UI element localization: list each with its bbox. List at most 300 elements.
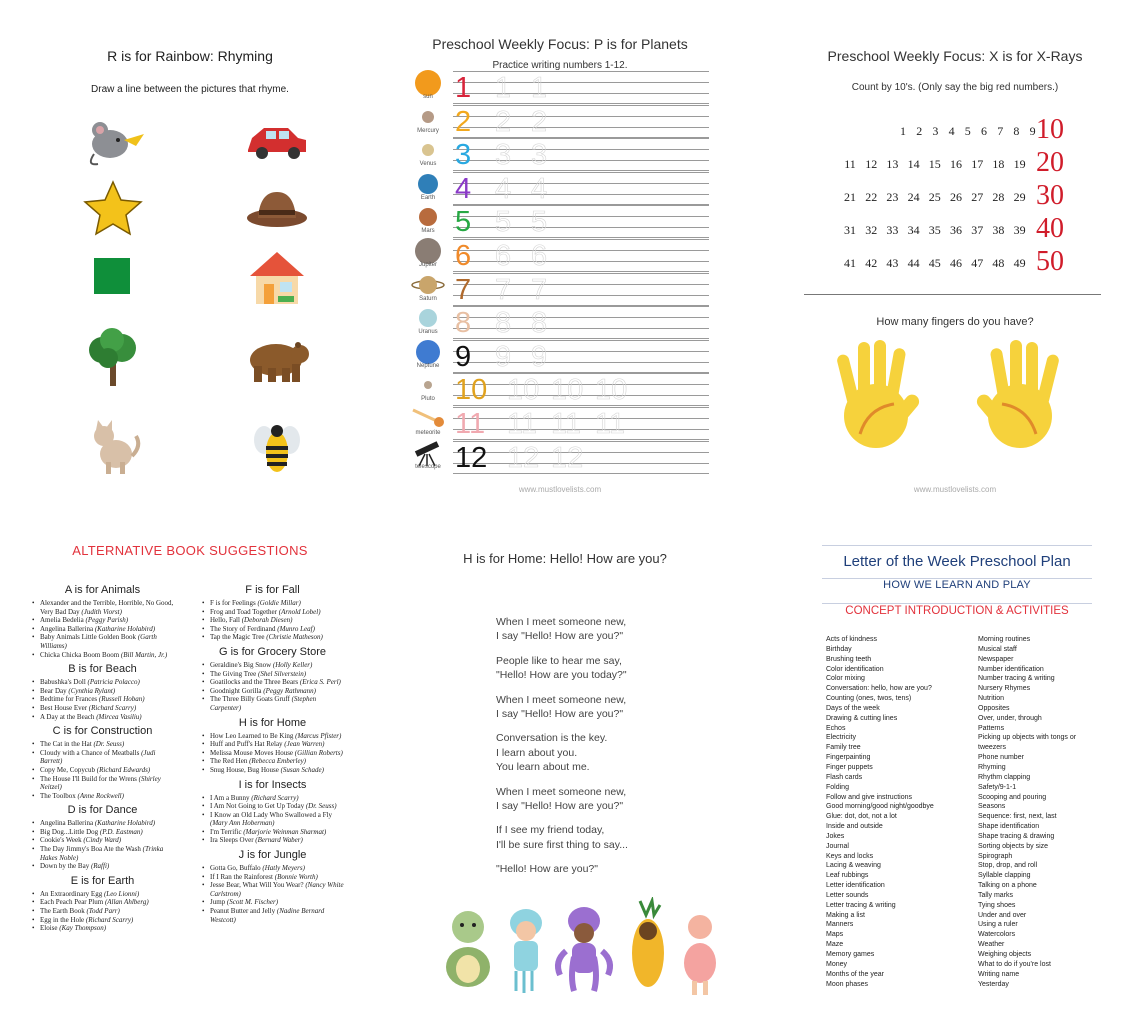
book-author: (Judi Barrett) [40, 748, 156, 766]
top-rule [822, 545, 1092, 546]
guide-line [453, 183, 709, 184]
writing-lines [453, 204, 709, 238]
poem-stanza [496, 615, 716, 644]
book-author: (Holly Keller) [272, 660, 313, 669]
poem-line: "Hello! How are you today?" [496, 669, 627, 682]
book-author: (Rebecca Emberley) [249, 757, 307, 766]
book-author: (Christie Matheson) [266, 633, 323, 642]
activity-item: Money [826, 960, 848, 968]
book-title: Huff and Puff's Hat Relay [210, 740, 285, 749]
count-row [800, 246, 1100, 279]
activity-item: Good morning/good night/goodbye [826, 803, 934, 811]
poem-stanza [496, 862, 716, 876]
guide-line [453, 105, 709, 106]
book-item [30, 775, 175, 792]
book-author: (Nadine Bernard Westcott) [210, 907, 325, 924]
activity-item: Follow and give instructions [826, 793, 912, 801]
book-author: (Bonnie Worth) [274, 872, 318, 881]
book-section-heading: D is for Dance [67, 804, 138, 817]
book-item [30, 907, 175, 916]
book-title: The Earth Book [40, 907, 87, 916]
book-title: Chicka Chicka Boom Boom [40, 650, 121, 659]
title-rule [822, 578, 1092, 579]
book-title: I Am Not Going to Get Up Today [210, 802, 306, 811]
book-title: The Day Jimmy's Boa Ate the Wash [40, 845, 143, 854]
book-item [30, 766, 175, 775]
book-item [200, 811, 345, 828]
book-section-heading: J is for Jungle [238, 849, 307, 862]
book-author: (Marcus Pfister) [295, 731, 342, 740]
book-author: (Shel Silverstein) [258, 669, 307, 678]
count-number: 26 [950, 190, 962, 204]
book-author: (Dr. Seuss) [305, 802, 337, 811]
count-row [800, 213, 1100, 246]
book-item [200, 749, 345, 758]
guide-line [453, 116, 709, 117]
book-title: Cookie's Week [40, 836, 84, 845]
activity-item: Writing name [978, 970, 1020, 978]
activity-item: Birthday [826, 645, 852, 653]
activity-item: Watercolors [978, 931, 1016, 939]
count-number: 43 [886, 256, 899, 270]
book-item [200, 757, 345, 766]
rhyming-worksheet [30, 30, 350, 500]
book-title: If I Ran the Rainforest [210, 872, 275, 881]
book-author: (Bernard Waber) [255, 836, 303, 845]
activity-item: Opposites [978, 704, 1010, 712]
trace-number: 5 [531, 206, 548, 239]
poem-stanza [496, 785, 716, 814]
poem-line: "Hello! How are you?" [496, 863, 599, 876]
activity-item: Inside and outside [826, 823, 883, 831]
count-number: 9 [1029, 124, 1036, 138]
bear-icon [242, 328, 312, 388]
book-section-heading: C is for Construction [52, 725, 153, 738]
count-number: 35 [928, 223, 941, 237]
planet-row [395, 440, 725, 474]
activity-item: Spirograph [978, 852, 1013, 860]
planet-label: Saturn [419, 295, 437, 302]
book-title: Baby Animals Little Golden Book [40, 633, 138, 642]
number-7: 7 [455, 273, 472, 306]
poem-line: People like to hear me say, [496, 654, 622, 667]
number-5: 5 [455, 206, 472, 239]
count-number: 11 [844, 157, 856, 171]
count-number: 1 [900, 124, 906, 138]
activity-item: Letter sounds [826, 891, 869, 899]
activity-item: Maze [826, 941, 844, 949]
guide-line [453, 340, 709, 341]
book-author: (Deborah Diesen) [241, 616, 293, 625]
planet-row [395, 406, 725, 440]
planet-row [395, 137, 725, 171]
activity-item: Making a list [826, 911, 865, 919]
pineapple-kid-icon [632, 901, 664, 987]
book-author: (Katharine Holabird) [94, 624, 156, 633]
book-section-heading: E is for Earth [70, 874, 135, 887]
book-item [30, 890, 175, 899]
xrays-title: Preschool Weekly Focus: X is for X-Rays [827, 48, 1083, 64]
trace-number: 10 [551, 374, 584, 407]
activity-item: Keys and locks [826, 852, 874, 860]
book-item [30, 924, 175, 933]
poem-line: I say "Hello! How are you?" [496, 630, 624, 643]
number-10: 10 [455, 374, 488, 407]
book-title: Frog and Toad Together [210, 607, 279, 616]
activity-item: Flash cards [826, 773, 863, 781]
count-number: 29 [1013, 190, 1026, 204]
book-item [200, 695, 345, 712]
rhyming-instructions: Draw a line between the pictures that rhyme. [91, 84, 289, 95]
plan-subtitle: HOW WE LEARN AND PLAY [883, 579, 1031, 591]
mouse-icon [78, 110, 148, 170]
planet-label: Jupiter [418, 262, 437, 268]
trace-number: 6 [531, 240, 548, 272]
activity-item: Syllable clapping [978, 872, 1031, 880]
book-title: Best House Ever [40, 703, 89, 712]
book-list [30, 740, 175, 800]
guide-line [453, 306, 709, 307]
book-author: (Susan Schade) [280, 765, 324, 774]
planet-row [395, 104, 725, 138]
book-item [30, 687, 175, 696]
planet-row [395, 70, 725, 104]
trace-number: 4 [495, 172, 512, 205]
poem-stanza [496, 693, 716, 722]
writing-lines [453, 339, 709, 373]
planets-worksheet [395, 30, 725, 500]
book-title: Big Dog...Little Dog [40, 827, 100, 836]
trace-number: 9 [531, 340, 548, 373]
guide-line [453, 172, 709, 173]
activity-item: Jokes [826, 832, 845, 840]
number-12: 12 [455, 441, 488, 474]
planet-label: telescope [415, 463, 441, 470]
guide-line [453, 205, 709, 206]
book-item [200, 678, 345, 687]
book-title: I Know an Old Lady Who Swallowed a Fly [210, 810, 332, 819]
book-title: Snug House, Bug House [210, 765, 281, 774]
book-author: (Shirley Neitzel) [40, 774, 161, 792]
count-number: 21 [844, 190, 856, 204]
book-section-heading: A is for Animals [64, 584, 141, 596]
planet-row [395, 305, 725, 339]
count-number: 41 [844, 256, 856, 270]
count-number: 32 [865, 223, 878, 237]
book-item [30, 740, 175, 749]
book-item [200, 625, 345, 634]
count-number: 49 [1013, 256, 1026, 270]
car-icon [242, 110, 312, 170]
book-title: Goodnight Gorilla [210, 686, 264, 695]
activity-item: Shape tracing & drawing [978, 832, 1055, 840]
book-title: Jesse Bear, What Will You Wear? [210, 881, 306, 890]
activity-item: Color mixing [826, 675, 865, 683]
count-number: 5 [964, 124, 971, 138]
trace-number: 9 [495, 340, 512, 373]
tens-number: 10 [1036, 114, 1064, 145]
book-section-heading: H is for Home [238, 716, 307, 729]
book-item [30, 695, 175, 704]
guide-line [453, 250, 709, 251]
book-item [200, 907, 345, 924]
book-author: (Russell Hoban) [98, 695, 145, 704]
book-author: (Kay Thompson) [59, 924, 107, 933]
count-number: 17 [971, 157, 984, 171]
jellyfish-kid-icon [510, 909, 542, 993]
activity-item: Letter tracing & writing [826, 901, 896, 909]
book-title: Cloudy with a Chance of Meatballs [40, 748, 142, 757]
book-item [30, 828, 175, 837]
activity-item: Fingerpainting [826, 754, 871, 762]
writing-lines [453, 70, 709, 104]
poem-line: When I meet someone new, [496, 616, 627, 628]
activity-item: Lacing & weaving [826, 862, 881, 870]
book-title: The Three Billy Goats Gruff [210, 695, 292, 704]
activity-item: Echos [826, 724, 846, 732]
book-item [30, 916, 175, 925]
poem-line: I learn about you. [496, 746, 578, 759]
book-author: (Katharine Holabird) [94, 819, 156, 828]
count-number: 39 [1013, 223, 1026, 237]
book-title: Geraldine's Big Snow [210, 660, 273, 669]
book-list [200, 599, 345, 642]
count-number: 31 [844, 223, 856, 237]
trace-number: 11 [507, 408, 538, 440]
planet-label: sun [423, 94, 433, 100]
activity-item: Number identification [978, 665, 1044, 673]
book-author: (Gillian Roberts) [294, 748, 343, 757]
activity-item: Drawing & cutting lines [826, 714, 898, 722]
activity-item: Sequence: first, next, last [978, 813, 1057, 821]
book-item [200, 661, 345, 670]
right-hand-icon [976, 338, 1060, 450]
guide-line [453, 194, 709, 195]
book-item [200, 794, 345, 803]
book-title: Amelia Bedelia [40, 616, 86, 625]
count-number: 33 [886, 223, 899, 237]
activity-item: Scooping and pouring [978, 793, 1047, 801]
trace-number: 12 [507, 441, 540, 474]
count-number: 42 [865, 256, 878, 270]
count-number: 2 [916, 124, 923, 138]
activity-item: Yesterday [978, 980, 1009, 988]
planet-label: Uranus [418, 329, 438, 336]
activity-item: Family tree [826, 744, 861, 752]
book-author: (Todd Parr) [86, 907, 120, 916]
book-list [30, 678, 175, 721]
book-item [200, 898, 345, 907]
bee-icon [242, 416, 312, 476]
book-title: F is for Feelings [210, 599, 258, 607]
number-9: 9 [455, 340, 472, 373]
guide-line [453, 317, 709, 318]
book-author: (Cindy Ward) [83, 836, 122, 845]
planet-label: Mars [421, 228, 435, 235]
book-item [30, 633, 175, 650]
count-number: 22 [865, 190, 878, 204]
book-author: (Anne Rockwell) [77, 791, 124, 800]
activity-item: Shape identification [978, 823, 1040, 831]
book-item [200, 836, 345, 845]
count-number: 47 [971, 256, 984, 270]
tens-number: 40 [1036, 213, 1064, 244]
guide-line [453, 295, 709, 296]
count-number: 34 [907, 223, 920, 237]
book-title: The Giving Tree [210, 669, 259, 678]
trace-number: 2 [495, 105, 512, 138]
book-author: (Dr. Seuss) [93, 740, 125, 749]
book-item [200, 616, 345, 625]
poem-line: If I see my friend today, [496, 824, 605, 837]
book-item [200, 633, 345, 642]
preschool-plan [812, 535, 1102, 1005]
count-number: 14 [907, 157, 920, 171]
poem-stanza [496, 823, 716, 852]
trace-number: 8 [531, 307, 548, 340]
book-title: An Extraordinary Egg [40, 889, 104, 898]
trace-number: 3 [495, 139, 512, 172]
book-item [30, 792, 175, 801]
left-hand-icon [836, 338, 920, 450]
book-author: (Richard Scarry) [251, 793, 299, 802]
book-title: Bear Day [40, 686, 69, 695]
planet-row [395, 372, 725, 406]
book-author: (Patricia Polacco) [87, 678, 140, 687]
planet-label: Pluto [421, 396, 435, 403]
activity-item: Manners [826, 921, 854, 929]
count-number: 36 [950, 223, 962, 237]
count-number: 27 [971, 190, 984, 204]
number-3: 3 [455, 139, 472, 172]
count-number: 18 [992, 157, 1005, 171]
planet-label: Neptune [416, 362, 440, 369]
planet-row [395, 339, 725, 373]
book-title: I'm Terrific [210, 827, 244, 836]
book-title: Egg in the Hole [40, 915, 86, 924]
planets-subtitle: Practice writing numbers 1-12. [492, 60, 628, 71]
activity-item: Days of the week [826, 704, 880, 712]
book-title: The Story of Ferdinand [210, 624, 278, 633]
activity-item: Morning routines [978, 636, 1031, 643]
activity-item: Rhythm clapping [978, 773, 1031, 781]
book-author: (Judith Viorst) [81, 607, 122, 616]
book-item [30, 599, 175, 616]
book-author: (Allan Ahlberg) [104, 898, 149, 907]
tens-number: 30 [1036, 180, 1064, 211]
guide-line [453, 328, 709, 329]
book-item [200, 670, 345, 679]
book-author: (Richard Scarry) [85, 915, 134, 924]
activity-item: Rhyming [978, 763, 1006, 771]
book-item [200, 873, 345, 882]
trace-number: 8 [495, 307, 512, 340]
activity-item: Letter identification [826, 882, 885, 890]
book-title: Alexander and the Terrible, Horrible, No Good, Very Bad Day [40, 599, 174, 616]
trace-number: 10 [507, 374, 540, 407]
book-title: Goatilocks and the Three Bears [210, 678, 300, 687]
book-item [200, 864, 345, 873]
guide-line [453, 261, 709, 262]
book-item [30, 651, 175, 660]
book-section-heading: G is for Grocery Store [219, 645, 326, 658]
book-item [200, 740, 345, 749]
cat-icon [78, 416, 148, 476]
count-number: 37 [971, 223, 984, 237]
guide-line [453, 82, 709, 83]
book-item [200, 802, 345, 811]
writing-lines [453, 104, 709, 138]
poem-stanza [496, 654, 716, 683]
book-title: Copy Me, Copycub [40, 765, 97, 774]
count-number: 19 [1013, 157, 1026, 171]
poem-title: H is for Home: Hello! How are you? [463, 551, 667, 566]
writing-lines [453, 305, 709, 339]
activity-item: Counting (ones, twos, tens) [826, 695, 912, 703]
activity-item: Seasons [978, 803, 1006, 811]
activity-item: Musical staff [978, 645, 1017, 653]
count-number: 13 [886, 157, 899, 171]
book-author: (P.D. Eastman) [99, 827, 143, 836]
hat-icon [242, 178, 312, 238]
book-item [30, 862, 175, 871]
book-author: (Nancy White Carlstrom) [210, 881, 344, 898]
octopus-kid-icon [558, 907, 610, 991]
count-number: 24 [907, 190, 920, 204]
book-item [30, 845, 175, 862]
count-row [800, 147, 1100, 180]
poem-line: I say "Hello! How are you?" [496, 800, 624, 813]
activity-item: Nursery Rhymes [978, 685, 1031, 693]
count-number: 28 [992, 190, 1005, 204]
book-title: A Day at the Beach [40, 712, 97, 721]
activity-item: Sorting objects by size [978, 842, 1049, 850]
trace-number: 7 [531, 273, 548, 306]
xrays-subtitle: Count by 10's. (Only say the big red numbers.) [851, 82, 1059, 93]
rhyming-title: R is for Rainbow: Rhyming [107, 48, 273, 64]
book-title: Gotta Go, Buffalo [210, 864, 263, 873]
book-item [30, 616, 175, 625]
book-title: The Cat in the Hat [40, 740, 94, 749]
book-item [30, 749, 175, 766]
fingers-question: How many fingers do you have? [876, 316, 1034, 328]
book-item [200, 766, 345, 775]
planet-row [395, 272, 725, 306]
activity-item: Memory games [826, 951, 875, 958]
house-icon [242, 246, 312, 306]
book-author: (Garth Williams) [40, 633, 157, 650]
count-number: 7 [997, 124, 1004, 138]
number-11: 11 [455, 408, 486, 440]
book-title: Angelina Ballerina [40, 624, 95, 633]
book-title: Bedtime for Frances [40, 695, 99, 704]
book-list [30, 599, 175, 659]
activity-item: Brushing teeth [826, 655, 872, 663]
planets-footer: www.mustlovelists.com [518, 485, 602, 494]
book-item [30, 625, 175, 634]
count-number: 16 [950, 157, 962, 171]
activity-item: Color identification [826, 665, 884, 673]
book-item [30, 819, 175, 828]
count-number: 15 [928, 157, 941, 171]
book-title: The House I'll Build for the Wrens [40, 774, 139, 783]
count-number: 12 [865, 157, 878, 171]
poem-stanza [496, 731, 716, 774]
guide-line [453, 273, 709, 274]
activity-item: Electricity [826, 734, 856, 742]
number-6: 6 [455, 240, 472, 272]
planet-label: Mercury [417, 127, 439, 134]
